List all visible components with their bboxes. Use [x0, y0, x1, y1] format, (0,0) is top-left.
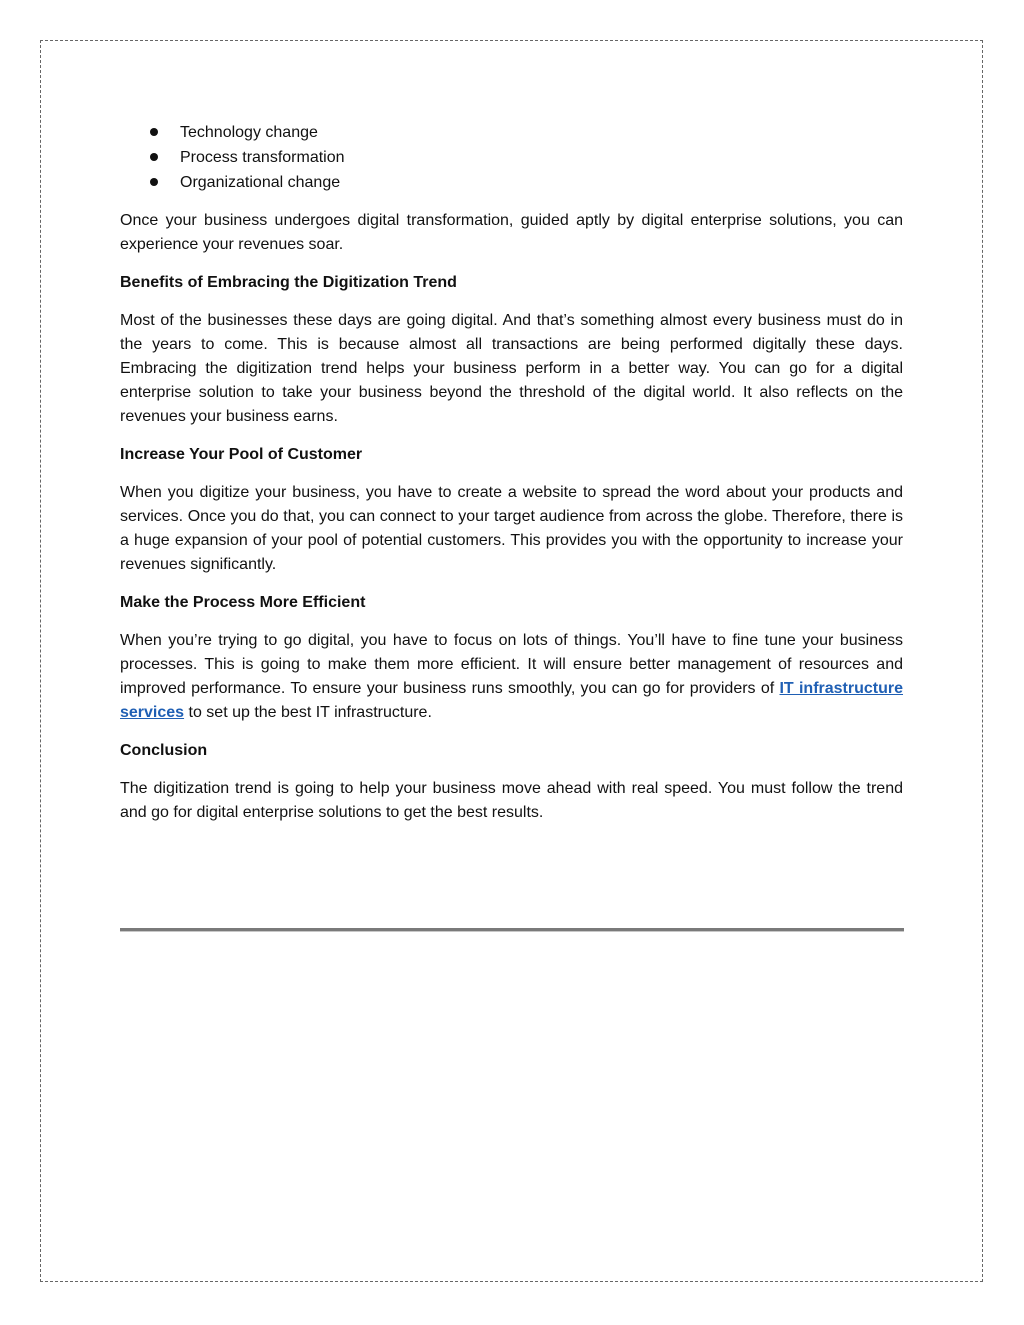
- process-text-before: When you’re trying to go digital, you have to focus on lots of things. You’ll have to fine tune your business processes. This is going to make them more efficient. It will ensure better management of resources and improved performance. To ensure your business runs smoothly, you can go for providers of: [120, 632, 903, 697]
- section-body-pool: When you digitize your business, you have to create a website to spread the word about your products and services. Once you do that, you can connect to your target audience from across the globe. Therefore, there is a huge expansion of your pool of potential customers. This provides you with the opportunity to increase your revenues significantly.: [120, 484, 903, 573]
- intro-paragraph: Once your business undergoes digital transformation, guided aptly by digital enterprise solutions, you can experience your revenues soar.: [120, 212, 903, 253]
- list-item-text: Organizational change: [180, 174, 341, 191]
- bullet-icon: [150, 178, 158, 186]
- section-body-benefits: Most of the businesses these days are going digital. And that’s something almost every business must do in the years to come. This is because almost all transactions are being performed digitally these days. Embracing the digitization trend helps your business perform in a better way. You can go for a digital enterprise solution to take your business beyond the threshold of the digital world. It also reflects on the revenues your business earns.: [120, 312, 903, 425]
- list-item: [120, 120, 903, 145]
- section-heading-conclusion: Conclusion: [120, 742, 208, 759]
- section-heading-benefits: Benefits of Embracing the Digitization Trend: [120, 274, 457, 291]
- section-heading-process: Make the Process More Efficient: [120, 594, 366, 611]
- it-infrastructure-link[interactable]: IT infrastructure services: [120, 680, 903, 721]
- bullet-icon: [150, 153, 158, 161]
- process-text-after: to set up the best IT infrastructure.: [184, 704, 432, 721]
- list-item: [120, 145, 903, 170]
- bullet-icon: [150, 128, 158, 136]
- section-heading-pool: Increase Your Pool of Customer: [120, 446, 363, 463]
- horizontal-rule: [120, 928, 904, 932]
- list-item-text: Technology change: [180, 124, 318, 141]
- section-body-conclusion: The digitization trend is going to help your business move ahead with real speed. You must follow the trend and go for digital enterprise solutions to get the best results.: [120, 780, 903, 821]
- list-item-text: Process transformation: [180, 149, 345, 166]
- document-body: [120, 120, 903, 825]
- bullet-list: [120, 120, 903, 195]
- list-item: [120, 170, 903, 195]
- section-body-process: [120, 629, 903, 725]
